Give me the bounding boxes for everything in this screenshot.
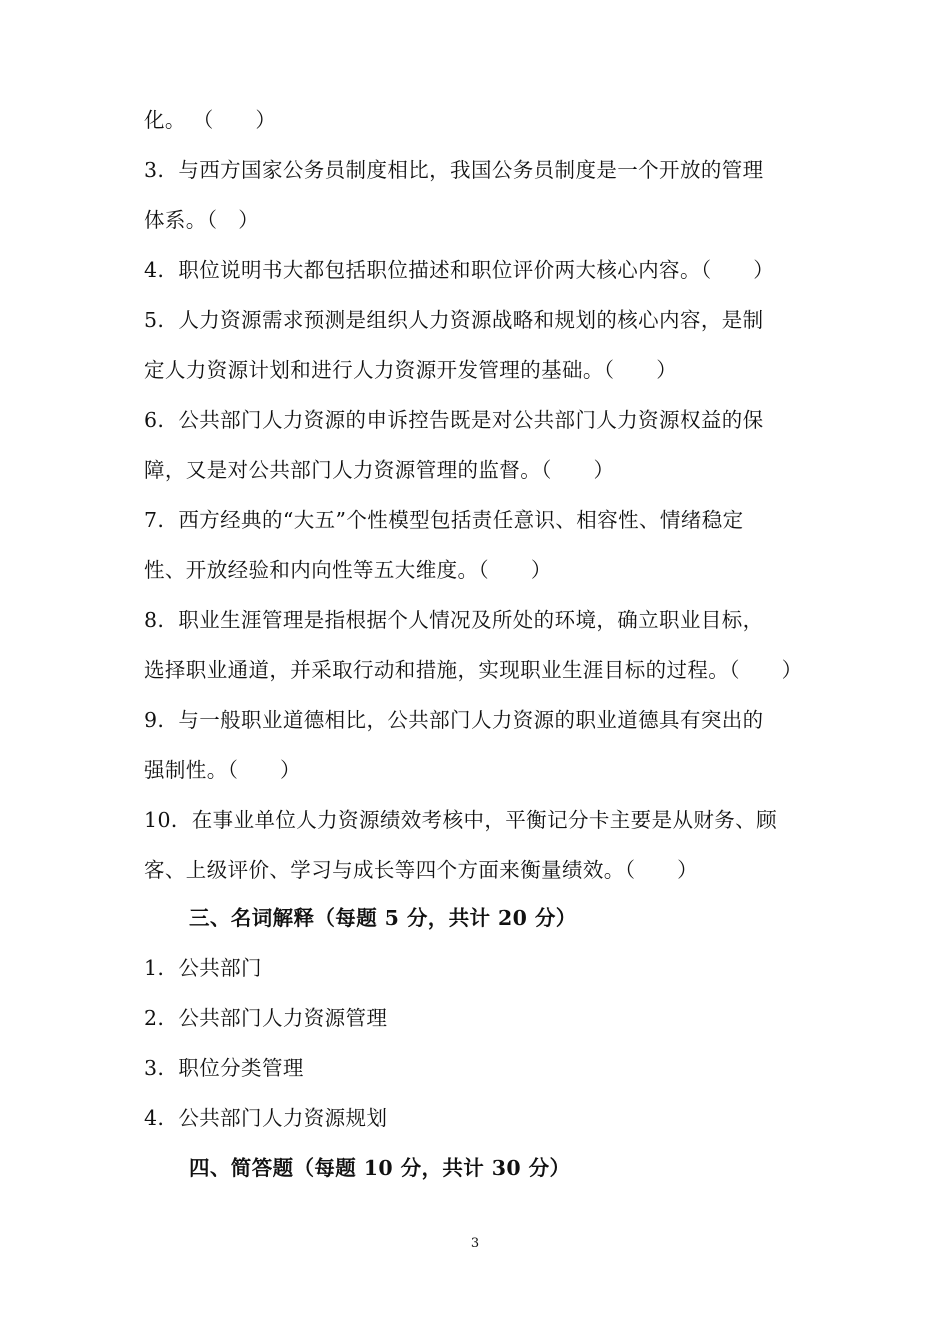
term-item: 1．公共部门 bbox=[144, 956, 262, 980]
page-number: 3 bbox=[470, 1236, 480, 1251]
section-heading: 三、名词解释（每题 5 分，共计 20 分） bbox=[189, 906, 577, 930]
section-heading: 四、简答题（每题 10 分，共计 30 分） bbox=[189, 1156, 571, 1180]
question-line: 9．与一般职业道德相比，公共部门人力资源的职业道德具有突出的 bbox=[144, 708, 764, 732]
question-line: 5．人力资源需求预测是组织人力资源战略和规划的核心内容，是制 bbox=[144, 308, 764, 332]
term-item: 4．公共部门人力资源规划 bbox=[144, 1106, 388, 1130]
question-line: 8．职业生涯管理是指根据个人情况及所处的环境，确立职业目标， bbox=[144, 608, 764, 632]
question-line: 障，又是对公共部门人力资源管理的监督。（ ） bbox=[144, 458, 615, 482]
question-line: 定人力资源计划和进行人力资源开发管理的基础。（ ） bbox=[144, 358, 678, 382]
question-line: 4．职位说明书大都包括职位描述和职位评价两大核心内容。（ ） bbox=[144, 258, 775, 282]
question-line: 客、上级评价、学习与成长等四个方面来衡量绩效。（ ） bbox=[144, 858, 699, 882]
question-line: 10．在事业单位人力资源绩效考核中，平衡记分卡主要是从财务、顾 bbox=[144, 808, 777, 832]
question-line: 选择职业通道，并采取行动和措施，实现职业生涯目标的过程。（ ） bbox=[144, 658, 803, 682]
term-item: 3．职位分类管理 bbox=[144, 1056, 304, 1080]
question-line: 强制性。（ ） bbox=[144, 758, 301, 782]
question-line: 化。 （ ） bbox=[144, 108, 277, 132]
question-line: 6．公共部门人力资源的申诉控告既是对公共部门人力资源权益的保 bbox=[144, 408, 764, 432]
term-item: 2．公共部门人力资源管理 bbox=[144, 1006, 388, 1030]
question-line: 体系。（ ） bbox=[144, 208, 260, 232]
question-line: 性、开放经验和内向性等五大维度。（ ） bbox=[144, 558, 552, 582]
question-line: 7．西方经典的“大五”个性模型包括责任意识、相容性、情绪稳定 bbox=[144, 508, 744, 532]
question-line: 3．与西方国家公务员制度相比，我国公务员制度是一个开放的管理 bbox=[144, 158, 764, 182]
